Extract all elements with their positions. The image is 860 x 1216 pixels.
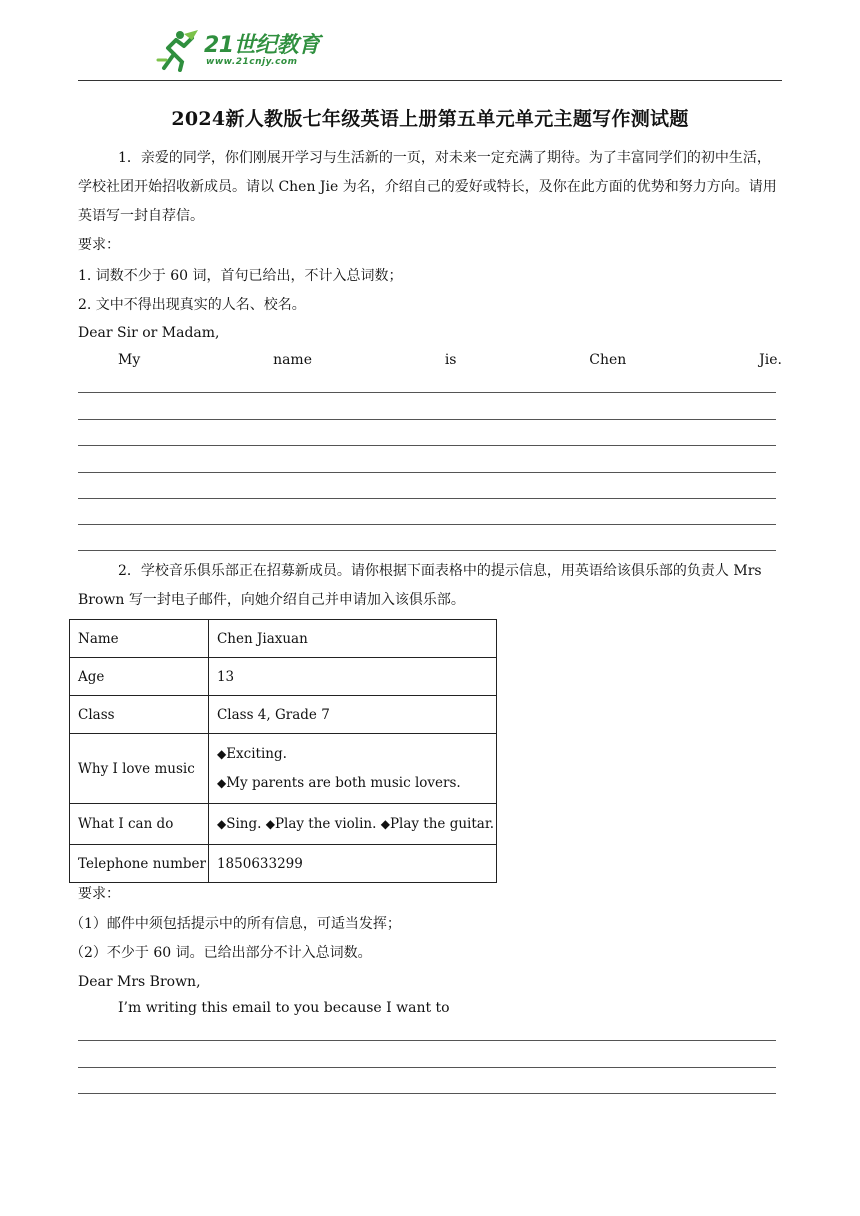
diamond-bullet-icon: ◆	[265, 817, 275, 831]
start-word: Chen	[589, 352, 627, 368]
table-cell: Chen Jiaxuan	[208, 620, 496, 658]
logo-text: 21世纪教育	[204, 33, 320, 58]
diamond-bullet-icon: ◆	[216, 775, 227, 790]
table-cell: What I can do	[70, 804, 209, 845]
table-cell	[208, 734, 496, 804]
table-row	[70, 734, 497, 804]
q1-answer-line[interactable]	[78, 550, 776, 551]
q1-answer-line[interactable]	[78, 445, 776, 446]
q2-answer-line[interactable]	[78, 1040, 776, 1041]
table-row	[70, 804, 497, 845]
q2-greeting: Dear Mrs Brown,	[78, 974, 201, 990]
q2-requirement-2: （2）不少于 60 词。已给出部分不计入总词数。	[70, 945, 372, 961]
running-man-icon	[156, 30, 200, 72]
why-item	[217, 740, 488, 769]
can-item-text: Play the guitar.	[389, 816, 495, 832]
q1-first-sentence	[118, 346, 782, 375]
q1-requirement-2: 2. 文中不得出现真实的人名、校名。	[78, 297, 306, 313]
logo-url: www.21cnjy.com	[206, 57, 298, 67]
q1-answer-line[interactable]	[78, 392, 776, 393]
q2-first-sentence: I’m writing this email to you because I want to	[118, 1000, 450, 1016]
table-cell: 1850633299	[208, 845, 496, 883]
q2-info-table	[69, 619, 497, 883]
table-row	[70, 696, 497, 734]
q1-greeting: Dear Sir or Madam,	[78, 325, 220, 341]
table-cell	[208, 804, 496, 845]
start-word: is	[444, 352, 457, 368]
can-item-text: Sing.	[226, 816, 262, 832]
start-word: My	[118, 352, 141, 368]
why-item-text: My parents are both music lovers.	[226, 774, 461, 791]
q2-prompt: 2．学校音乐俱乐部正在招募新成员。请你根据下面表格中的提示信息，用英语给该俱乐部的负责人 Mrs Brown 写一封电子邮件，向她介绍自己并申请加入该俱乐部。	[78, 563, 762, 608]
q1-answer-line[interactable]	[78, 498, 776, 499]
diamond-bullet-icon: ◆	[216, 817, 227, 831]
q1-requirement-1: 1. 词数不少于 60 词，首句已给出，不计入总词数；	[78, 268, 403, 284]
table-row	[70, 845, 497, 883]
start-word: name	[273, 352, 312, 368]
q1-prompt: 1．亲爱的同学，你们刚展开学习与生活新的一页，对未来一定充满了期待。为了丰富同学们的初中生活，学校社团开始招收新成员。请以 Chen Jie 为名，介绍自己的爱好或特长，及你在此方面的优势和努力方向。请用英语写一封自荐信。	[78, 150, 777, 224]
site-logo	[156, 26, 396, 76]
q1-requirements-label: 要求：	[78, 237, 120, 253]
q1-answer-line[interactable]	[78, 472, 776, 473]
can-item-text: Play the violin.	[274, 816, 377, 832]
q2-answer-line[interactable]	[78, 1067, 776, 1068]
q2-answer-line[interactable]	[78, 1093, 776, 1094]
q1-answer-line[interactable]	[78, 524, 776, 525]
table-row	[70, 620, 497, 658]
table-cell: 13	[208, 658, 496, 696]
page-title: 2024新人教版七年级英语上册第五单元单元主题写作测试题	[171, 108, 689, 130]
why-item-text: Exciting.	[226, 745, 287, 762]
q2-requirements-label: 要求：	[78, 886, 120, 902]
start-word: Jie.	[759, 352, 782, 368]
why-item	[217, 769, 488, 798]
table-cell: Class 4, Grade 7	[208, 696, 496, 734]
table-cell: Name	[70, 620, 209, 658]
q2-requirement-1: （1）邮件中须包括提示中的所有信息，可适当发挥；	[70, 916, 401, 932]
diamond-bullet-icon: ◆	[380, 817, 390, 831]
table-cell: Age	[70, 658, 209, 696]
table-row	[70, 658, 497, 696]
table-cell: Telephone number	[70, 845, 209, 883]
table-cell: Class	[70, 696, 209, 734]
table-cell: Why I love music	[70, 734, 209, 804]
diamond-bullet-icon: ◆	[216, 746, 227, 761]
q1-answer-line[interactable]	[78, 419, 776, 420]
